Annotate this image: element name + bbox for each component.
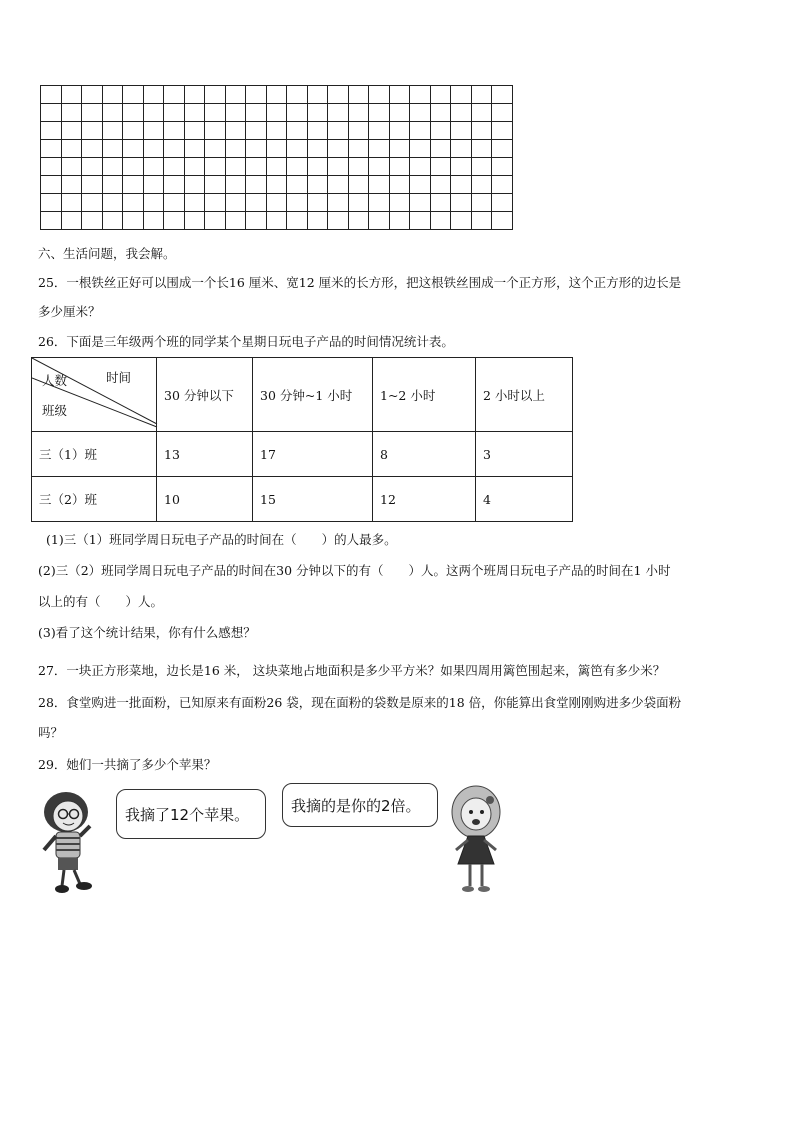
- column-header: 1~2 小时: [373, 358, 476, 432]
- table-cell: 12: [373, 477, 476, 522]
- grid-cell: [287, 86, 308, 104]
- grid-cell: [472, 140, 493, 158]
- grid-cell: [62, 212, 83, 230]
- grid-cell: [410, 140, 431, 158]
- grid-cell: [226, 212, 247, 230]
- column-header: 30 分钟以下: [157, 358, 253, 432]
- question-26-sub-2-line-1: (2)三（2）班同学周日玩电子产品的时间在30 分钟以下的有（ ）人。这两个班周日玩电子产品的时间在1 小时: [38, 563, 671, 578]
- grid-cell: [492, 212, 513, 230]
- grid-cell: [267, 194, 288, 212]
- grid-cell: [287, 104, 308, 122]
- grid-cell: [103, 212, 124, 230]
- grid-cell: [82, 86, 103, 104]
- corner-label-people: 人数: [42, 373, 68, 388]
- grid-cell: [410, 104, 431, 122]
- corner-diagonal-lines: [32, 358, 158, 432]
- grid-cell: [287, 122, 308, 140]
- grid-cell: [164, 86, 185, 104]
- grid-cell: [144, 194, 165, 212]
- grid-cell: [328, 140, 349, 158]
- grid-cell: [390, 122, 411, 140]
- grid-cell: [451, 140, 472, 158]
- grid-cell: [328, 122, 349, 140]
- grid-cell: [41, 140, 62, 158]
- grid-cell: [103, 158, 124, 176]
- grid-cell: [62, 122, 83, 140]
- grid-cell: [62, 86, 83, 104]
- grid-cell: [62, 194, 83, 212]
- grid-cell: [308, 122, 329, 140]
- grid-cell: [410, 122, 431, 140]
- grid-cell: [185, 194, 206, 212]
- grid-cell: [205, 212, 226, 230]
- grid-cell: [246, 140, 267, 158]
- column-header: 30 分钟~1 小时: [253, 358, 373, 432]
- grid-cell: [246, 86, 267, 104]
- grid-cell: [369, 86, 390, 104]
- question-25-line-2: 多少厘米？: [38, 304, 101, 319]
- table-cell: 15: [253, 477, 373, 522]
- row-label: 三（1）班: [32, 432, 157, 477]
- grid-cell: [267, 212, 288, 230]
- grid-cell: [410, 212, 431, 230]
- grid-cell: [103, 176, 124, 194]
- question-25-line-1: 25．一根铁丝正好可以围成一个长16 厘米、宽12 厘米的长方形，把这根铁丝围成一个正方形，这个正方形的边长是: [38, 275, 682, 290]
- question-26-sub-1: (1)三（1）班同学周日玩电子产品的时间在（ ）的人最多。: [46, 532, 397, 547]
- grid-cell: [164, 104, 185, 122]
- grid-cell: [41, 212, 62, 230]
- grid-cell: [62, 140, 83, 158]
- grid-cell: [82, 176, 103, 194]
- grid-cell: [123, 158, 144, 176]
- grid-cell: [410, 86, 431, 104]
- grid-cell: [328, 158, 349, 176]
- grid-cell: [431, 194, 452, 212]
- girl-with-glasses-illustration: [36, 786, 100, 898]
- grid-cell: [369, 176, 390, 194]
- grid-cell: [431, 176, 452, 194]
- grid-cell: [431, 212, 452, 230]
- grid-cell: [472, 122, 493, 140]
- grid-cell: [123, 176, 144, 194]
- grid-cell: [267, 158, 288, 176]
- grid-cell: [410, 176, 431, 194]
- grid-cell: [123, 122, 144, 140]
- grid-cell: [390, 140, 411, 158]
- grid-cell: [144, 122, 165, 140]
- grid-cell: [82, 194, 103, 212]
- grid-cell: [205, 194, 226, 212]
- grid-cell: [287, 194, 308, 212]
- grid-cell: [369, 140, 390, 158]
- grid-cell: [205, 104, 226, 122]
- grid-cell: [41, 158, 62, 176]
- grid-cell: [62, 176, 83, 194]
- grid-cell: [185, 158, 206, 176]
- grid-cell: [369, 212, 390, 230]
- grid-cell: [41, 104, 62, 122]
- grid-cell: [287, 158, 308, 176]
- grid-cell: [472, 176, 493, 194]
- grid-cell: [308, 158, 329, 176]
- table-cell: 13: [157, 432, 253, 477]
- grid-cell: [431, 158, 452, 176]
- grid-cell: [472, 158, 493, 176]
- grid-cell: [287, 212, 308, 230]
- grid-cell: [451, 176, 472, 194]
- grid-cell: [226, 176, 247, 194]
- table-header-row: [32, 358, 573, 432]
- table-cell: 3: [476, 432, 573, 477]
- question-28-line-1: 28．食堂购进一批面粉，已知原来有面粉26 袋，现在面粉的袋数是原来的18 倍，你能算出食堂刚刚购进多少袋面粉: [38, 695, 682, 710]
- grid-cell: [390, 158, 411, 176]
- grid-cell: [308, 194, 329, 212]
- grid-cell: [144, 140, 165, 158]
- grid-cell: [431, 104, 452, 122]
- table-cell: 4: [476, 477, 573, 522]
- grid-cell: [349, 86, 370, 104]
- grid-cell: [164, 122, 185, 140]
- grid-cell: [431, 122, 452, 140]
- column-header: 2 小时以上: [476, 358, 573, 432]
- grid-cell: [431, 140, 452, 158]
- grid-cell: [205, 158, 226, 176]
- grid-cell: [349, 140, 370, 158]
- grid-cell: [390, 86, 411, 104]
- table-row: [32, 432, 573, 477]
- grid-cell: [185, 140, 206, 158]
- grid-cell: [246, 194, 267, 212]
- grid-cell: [144, 176, 165, 194]
- grid-cell: [349, 104, 370, 122]
- question-27: 27．一块正方形菜地，边长是16 米， 这块菜地占地面积是多少平方米？如果四周用篱笆围起来，篱笆有多少米？: [38, 663, 666, 678]
- grid-cell: [390, 194, 411, 212]
- row-label: 三（2）班: [32, 477, 157, 522]
- grid-cell: [123, 104, 144, 122]
- grid-cell: [103, 122, 124, 140]
- grid-cell: [82, 212, 103, 230]
- grid-cell: [41, 176, 62, 194]
- grid-cell: [390, 104, 411, 122]
- grid-cell: [287, 176, 308, 194]
- grid-cell: [492, 140, 513, 158]
- grid-cell: [451, 212, 472, 230]
- grid-cell: [369, 122, 390, 140]
- section-title: 六、生活问题，我会解。: [38, 246, 176, 261]
- grid-cell: [205, 86, 226, 104]
- grid-cell: [451, 104, 472, 122]
- grid-cell: [62, 158, 83, 176]
- grid-cell: [246, 176, 267, 194]
- speech-bubble-left: 我摘了12个苹果。: [116, 789, 266, 839]
- grid-cell: [308, 140, 329, 158]
- grid-cell: [164, 140, 185, 158]
- question-26-sub-3: (3)看了这个统计结果，你有什么感想？: [38, 625, 256, 640]
- grid-cell: [246, 158, 267, 176]
- grid-cell: [185, 212, 206, 230]
- question-28-line-2: 吗？: [38, 725, 64, 740]
- grid-cell: [492, 122, 513, 140]
- grid-cell: [472, 212, 493, 230]
- grid-cell: [492, 176, 513, 194]
- grid-cell: [308, 176, 329, 194]
- grid-cell: [226, 122, 247, 140]
- grid-cell: [328, 176, 349, 194]
- grid-cell: [144, 86, 165, 104]
- grid-cell: [492, 104, 513, 122]
- grid-cell: [185, 122, 206, 140]
- grid-cell: [82, 122, 103, 140]
- grid-cell: [226, 104, 247, 122]
- table-cell: 17: [253, 432, 373, 477]
- grid-cell: [267, 140, 288, 158]
- grid-cell: [451, 122, 472, 140]
- grid-cell: [103, 104, 124, 122]
- grid-cell: [246, 104, 267, 122]
- grid-cell: [144, 158, 165, 176]
- grid-cell: [472, 104, 493, 122]
- grid-cell: [123, 140, 144, 158]
- grid-cell: [123, 212, 144, 230]
- grid-cell: [390, 212, 411, 230]
- grid-cell: [185, 176, 206, 194]
- grid-cell: [164, 194, 185, 212]
- grid-cell: [451, 86, 472, 104]
- grid-cell: [62, 104, 83, 122]
- grid-cell: [246, 212, 267, 230]
- grid-cell: [451, 158, 472, 176]
- grid-cell: [369, 194, 390, 212]
- grid-cell: [267, 86, 288, 104]
- speech-bubble-right: 我摘的是你的2倍。: [282, 783, 438, 827]
- grid-cell: [492, 86, 513, 104]
- grid-cell: [349, 212, 370, 230]
- grid-cell: [328, 194, 349, 212]
- grid-cell: [410, 194, 431, 212]
- grid-cell: [328, 86, 349, 104]
- grid-cell: [308, 212, 329, 230]
- grid-cell: [205, 140, 226, 158]
- grid-cell: [472, 194, 493, 212]
- grid-cell: [205, 122, 226, 140]
- grid-cell: [103, 140, 124, 158]
- grid-paper: [40, 85, 513, 230]
- grid-cell: [226, 158, 247, 176]
- grid-cell: [185, 86, 206, 104]
- grid-cell: [82, 158, 103, 176]
- grid-cell: [164, 176, 185, 194]
- grid-cell: [226, 86, 247, 104]
- grid-cell: [308, 104, 329, 122]
- table-cell: 8: [373, 432, 476, 477]
- grid-cell: [308, 86, 329, 104]
- corner-label-time: 时间: [106, 370, 132, 385]
- grid-cell: [226, 194, 247, 212]
- grid-cell: [328, 104, 349, 122]
- question-26-sub-2-line-2: 以上的有（ ）人。: [38, 594, 164, 609]
- grid-cell: [144, 104, 165, 122]
- grid-cell: [123, 86, 144, 104]
- grid-cell: [82, 140, 103, 158]
- grid-cell: [349, 194, 370, 212]
- grid-cell: [492, 194, 513, 212]
- grid-cell: [349, 158, 370, 176]
- grid-cell: [390, 176, 411, 194]
- grid-cell: [164, 158, 185, 176]
- grid-cell: [82, 104, 103, 122]
- grid-cell: [410, 158, 431, 176]
- grid-cell: [267, 122, 288, 140]
- grid-cell: [369, 104, 390, 122]
- grid-cell: [431, 86, 452, 104]
- grid-cell: [103, 86, 124, 104]
- grid-cell: [246, 122, 267, 140]
- grid-cell: [41, 194, 62, 212]
- table-cell: 10: [157, 477, 253, 522]
- table-corner-cell: [32, 358, 157, 432]
- grid-cell: [41, 122, 62, 140]
- grid-cell: [41, 86, 62, 104]
- grid-cell: [267, 104, 288, 122]
- grid-cell: [369, 158, 390, 176]
- grid-cell: [451, 194, 472, 212]
- grid-cell: [205, 176, 226, 194]
- grid-cell: [267, 176, 288, 194]
- stats-table: [31, 357, 573, 522]
- grid-cell: [328, 212, 349, 230]
- table-row: [32, 477, 573, 522]
- question-29: 29．她们一共摘了多少个苹果？: [38, 757, 217, 772]
- grid-cell: [226, 140, 247, 158]
- grid-cell: [185, 104, 206, 122]
- grid-cell: [472, 86, 493, 104]
- grid-cell: [349, 176, 370, 194]
- grid-cell: [349, 122, 370, 140]
- grid-cell: [164, 212, 185, 230]
- grid-cell: [144, 212, 165, 230]
- grid-cell: [287, 140, 308, 158]
- grid-cell: [492, 158, 513, 176]
- question-26-intro: 26．下面是三年级两个班的同学某个星期日玩电子产品的时间情况统计表。: [38, 334, 454, 349]
- grid-cell: [103, 194, 124, 212]
- girl-with-flower-illustration: [442, 780, 512, 898]
- corner-label-class: 班级: [42, 403, 68, 418]
- grid-cell: [123, 194, 144, 212]
